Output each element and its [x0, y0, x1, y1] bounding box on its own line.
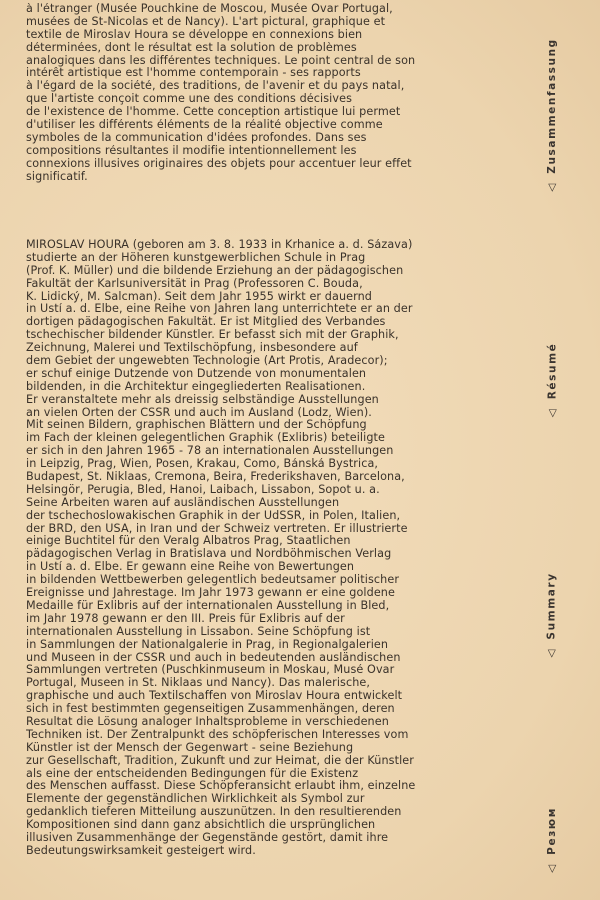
label-rezyume-text: Резюм — [546, 807, 559, 855]
text-line: intérêt artistique est l'homme contemporain - ses rapports — [26, 67, 361, 80]
text-line: Kompositionen sind dann ganz absichtlich die ursprünglichen — [26, 819, 376, 832]
text-line: studierte an der Höheren kunstgewerblichen Schule in Prag — [26, 251, 366, 264]
text-line: Mit seinen Bildern, graphischen Blättern und der Schöpfung — [26, 419, 367, 432]
text-line: Fakultät der Karlsuniversität in Prag (Professoren C. Bouda, — [26, 277, 363, 290]
text-line: compositions résultantes il modifie intentionnellement les — [26, 144, 357, 157]
text-line: tschechischer bildender Künstler. Er befasst sich mit der Graphik, — [26, 329, 399, 342]
text-line: d'utiliser les différents éléments de la réalité objective comme — [26, 119, 383, 132]
text-line: Medaille für Exlibris auf der internationalen Ausstellung in Bled, — [26, 599, 390, 612]
text-line: der tschechoslowakischen Graphik in der UdSSR, in Polen, Italien, — [26, 509, 401, 522]
text-line: bildenden, in die Architektur eingegliederten Realisationen. — [26, 380, 366, 393]
triangle-marker-icon: ◁ — [546, 183, 559, 192]
text-line: sich in fest bestimmten gegenseitigen Zusammenhängen, deren — [26, 703, 395, 716]
text-line: musées de St-Nicolas et de Nancy). L'art pictural, graphique et — [26, 15, 386, 28]
triangle-marker-icon: ◁ — [546, 409, 559, 418]
label-summary-text: Summary — [546, 572, 558, 640]
french-summary-text — [26, 3, 538, 183]
text-line: (Prof. K. Müller) und die bildende Erziehung an der pädagogischen — [26, 264, 404, 277]
text-line: im Jahr 1978 gewann er den III. Preis für Exlibris auf der — [26, 612, 345, 625]
text-line: des Menschen auffasst. Diese Schöpferansicht erlaubt ihm, einzelne — [26, 780, 416, 793]
text-line: in Ústí a. d. Elbe, eine Reihe von Jahren lang unterrichtete er an der — [26, 303, 413, 316]
text-line: graphische und auch Textilschaffen von Miroslav Houra entwickelt — [26, 690, 403, 703]
text-line: que l'artiste conçoit comme une des conditions décisives — [26, 93, 352, 106]
text-line: und Museen in der ČSSR und auch in bedeutenden ausländischen — [26, 651, 401, 664]
text-line: symboles de la communication d'idées profondes. Dans ses — [26, 131, 367, 144]
text-line: textile de Miroslav Houra se développe en connexions bien — [26, 28, 363, 41]
text-line: Zeichnung, Malerei und Textilschöpfung, insbesondere auf — [26, 342, 358, 355]
text-line: Sammlungen vertreten (Puschkinmuseum in Moskau, Musé Ovar — [26, 664, 395, 677]
text-line: Bedeutungswirksamkeit gesteigert wird. — [26, 844, 256, 857]
text-line: in Ústí a. d. Elbe. Er gewann eine Reihe von Bewertungen — [26, 561, 355, 574]
triangle-marker-icon: ◁ — [546, 649, 558, 658]
text-line: déterminées, dont le résultat est la solution de problèmes — [26, 41, 357, 54]
text-line: Er veranstaltete mehr als dreissig selbständige Ausstellungen — [26, 393, 379, 406]
text-line: internationalen Ausstellung in Lissabon. Seine Schöpfung ist — [26, 625, 371, 638]
text-line: Seine Arbeiten waren auf ausländischen Ausstellungen — [26, 496, 340, 509]
text-line: der BRD, den USA, in Iran und der Schweiz vertreten. Er illustrierte — [26, 522, 408, 535]
label-resume-text: Résumé — [546, 342, 559, 400]
side-label-resume — [542, 320, 562, 440]
text-line: Resultat die Lösung analoger Inhaltsprobleme in verschiedenen — [26, 715, 389, 728]
german-summary-text — [26, 239, 538, 858]
text-line: à l'égard de la société, des traditions, de l'avenir et du pays natal, — [26, 80, 405, 93]
text-line: er sich in den Jahren 1965 - 78 an internationalen Ausstellungen — [26, 445, 394, 458]
text-line: Portugal, Museen in St. Niklaas und Nancy). Das malerische, — [26, 677, 371, 690]
text-line: Künstler ist der Mensch der Gegenwart - seine Beziehung — [26, 741, 354, 754]
text-line: in Sammlungen der Nationalgalerie in Prag, in Regionalgalerien — [26, 638, 389, 651]
text-line: MIROSLAV HOURA (geboren am 3. 8. 1933 in Krhanice a. d. Sázava) — [26, 239, 413, 251]
text-line: einige Buchtitel für den Veralg Albatros Prag, Staatlichen — [26, 535, 351, 548]
text-line: Ereignisse und Jahrestage. Im Jahr 1973 gewann er eine goldene — [26, 587, 395, 600]
text-line: à l'étranger (Musée Pouchkine de Moscou, Musée Ovar Portugal, — [26, 3, 393, 15]
text-line: illusiven Zusammenhänge der Gegenstände gestört, damit ihre — [26, 831, 389, 844]
side-label-zusammenfassung — [542, 0, 562, 230]
text-line: Techniken ist. Der Zentralpunkt des schöpferischen Interesses vom — [26, 728, 409, 741]
text-line: zur Gesellschaft, Tradition, Zukunft und zur Heimat, die der Künstler — [26, 754, 414, 767]
text-line: als eine der entscheidenden Bedingungen für die Existenz — [26, 767, 359, 780]
text-line: significatif. — [26, 170, 88, 183]
side-label-summary — [542, 550, 562, 680]
text-line: K. Lidický, M. Salcman). Seit dem Jahr 1955 wirkt er dauernd — [26, 290, 373, 303]
text-line: pädagogischen Verlag in Bratislava und Nordböhmischen Verlag — [26, 548, 392, 561]
text-line: de l'existence de l'homme. Cette conception artistique lui permet — [26, 106, 401, 119]
side-label-rezyume — [542, 790, 562, 890]
text-line: in Leipzig, Prag, Wien, Posen, Krakau, Como, Bánská Bystrica, — [26, 458, 379, 471]
text-line: Elemente der gegenständlichen Wirklichkeit als Symbol zur — [26, 793, 365, 806]
text-line: im Fach der kleinen gelegentlichen Graphik (Exlibris) beteiligte — [26, 432, 386, 445]
text-line: Helsingör, Perugia, Bled, Hanoi, Laibach, Lissabon, Sopot u. a. — [26, 483, 380, 496]
text-line: in bildenden Wettbewerben gelegentlich bedeutsamer politischer — [26, 574, 400, 587]
text-line: Budapest, St. Niklaas, Cremona, Beira, Frederikshaven, Barcelona, — [26, 471, 405, 484]
text-line: gedanklich tieferen Mitteilung auszunützen. In den resultierenden — [26, 806, 402, 819]
text-line: analogiques dans les différentes techniques. Le point central de son — [26, 54, 416, 67]
text-line: dem Gebiet der ungewebten Technologie (Art Protis, Aradecor); — [26, 355, 388, 368]
triangle-marker-icon: ◁ — [546, 864, 559, 873]
text-line: connexions illusives originaires des objets pour accentuer leur effet — [26, 157, 412, 170]
text-line: er schuf einige Dutzende von Dutzende von monumentalen — [26, 367, 367, 380]
label-zusammenfassung-text: Zusammenfassung — [546, 38, 559, 174]
text-line: an vielen Orten der ČSSR und auch im Ausland (Lodz, Wien). — [26, 406, 372, 419]
text-line: dortigen pädagogischen Fakultät. Er ist Mitglied des Verbandes — [26, 316, 386, 329]
